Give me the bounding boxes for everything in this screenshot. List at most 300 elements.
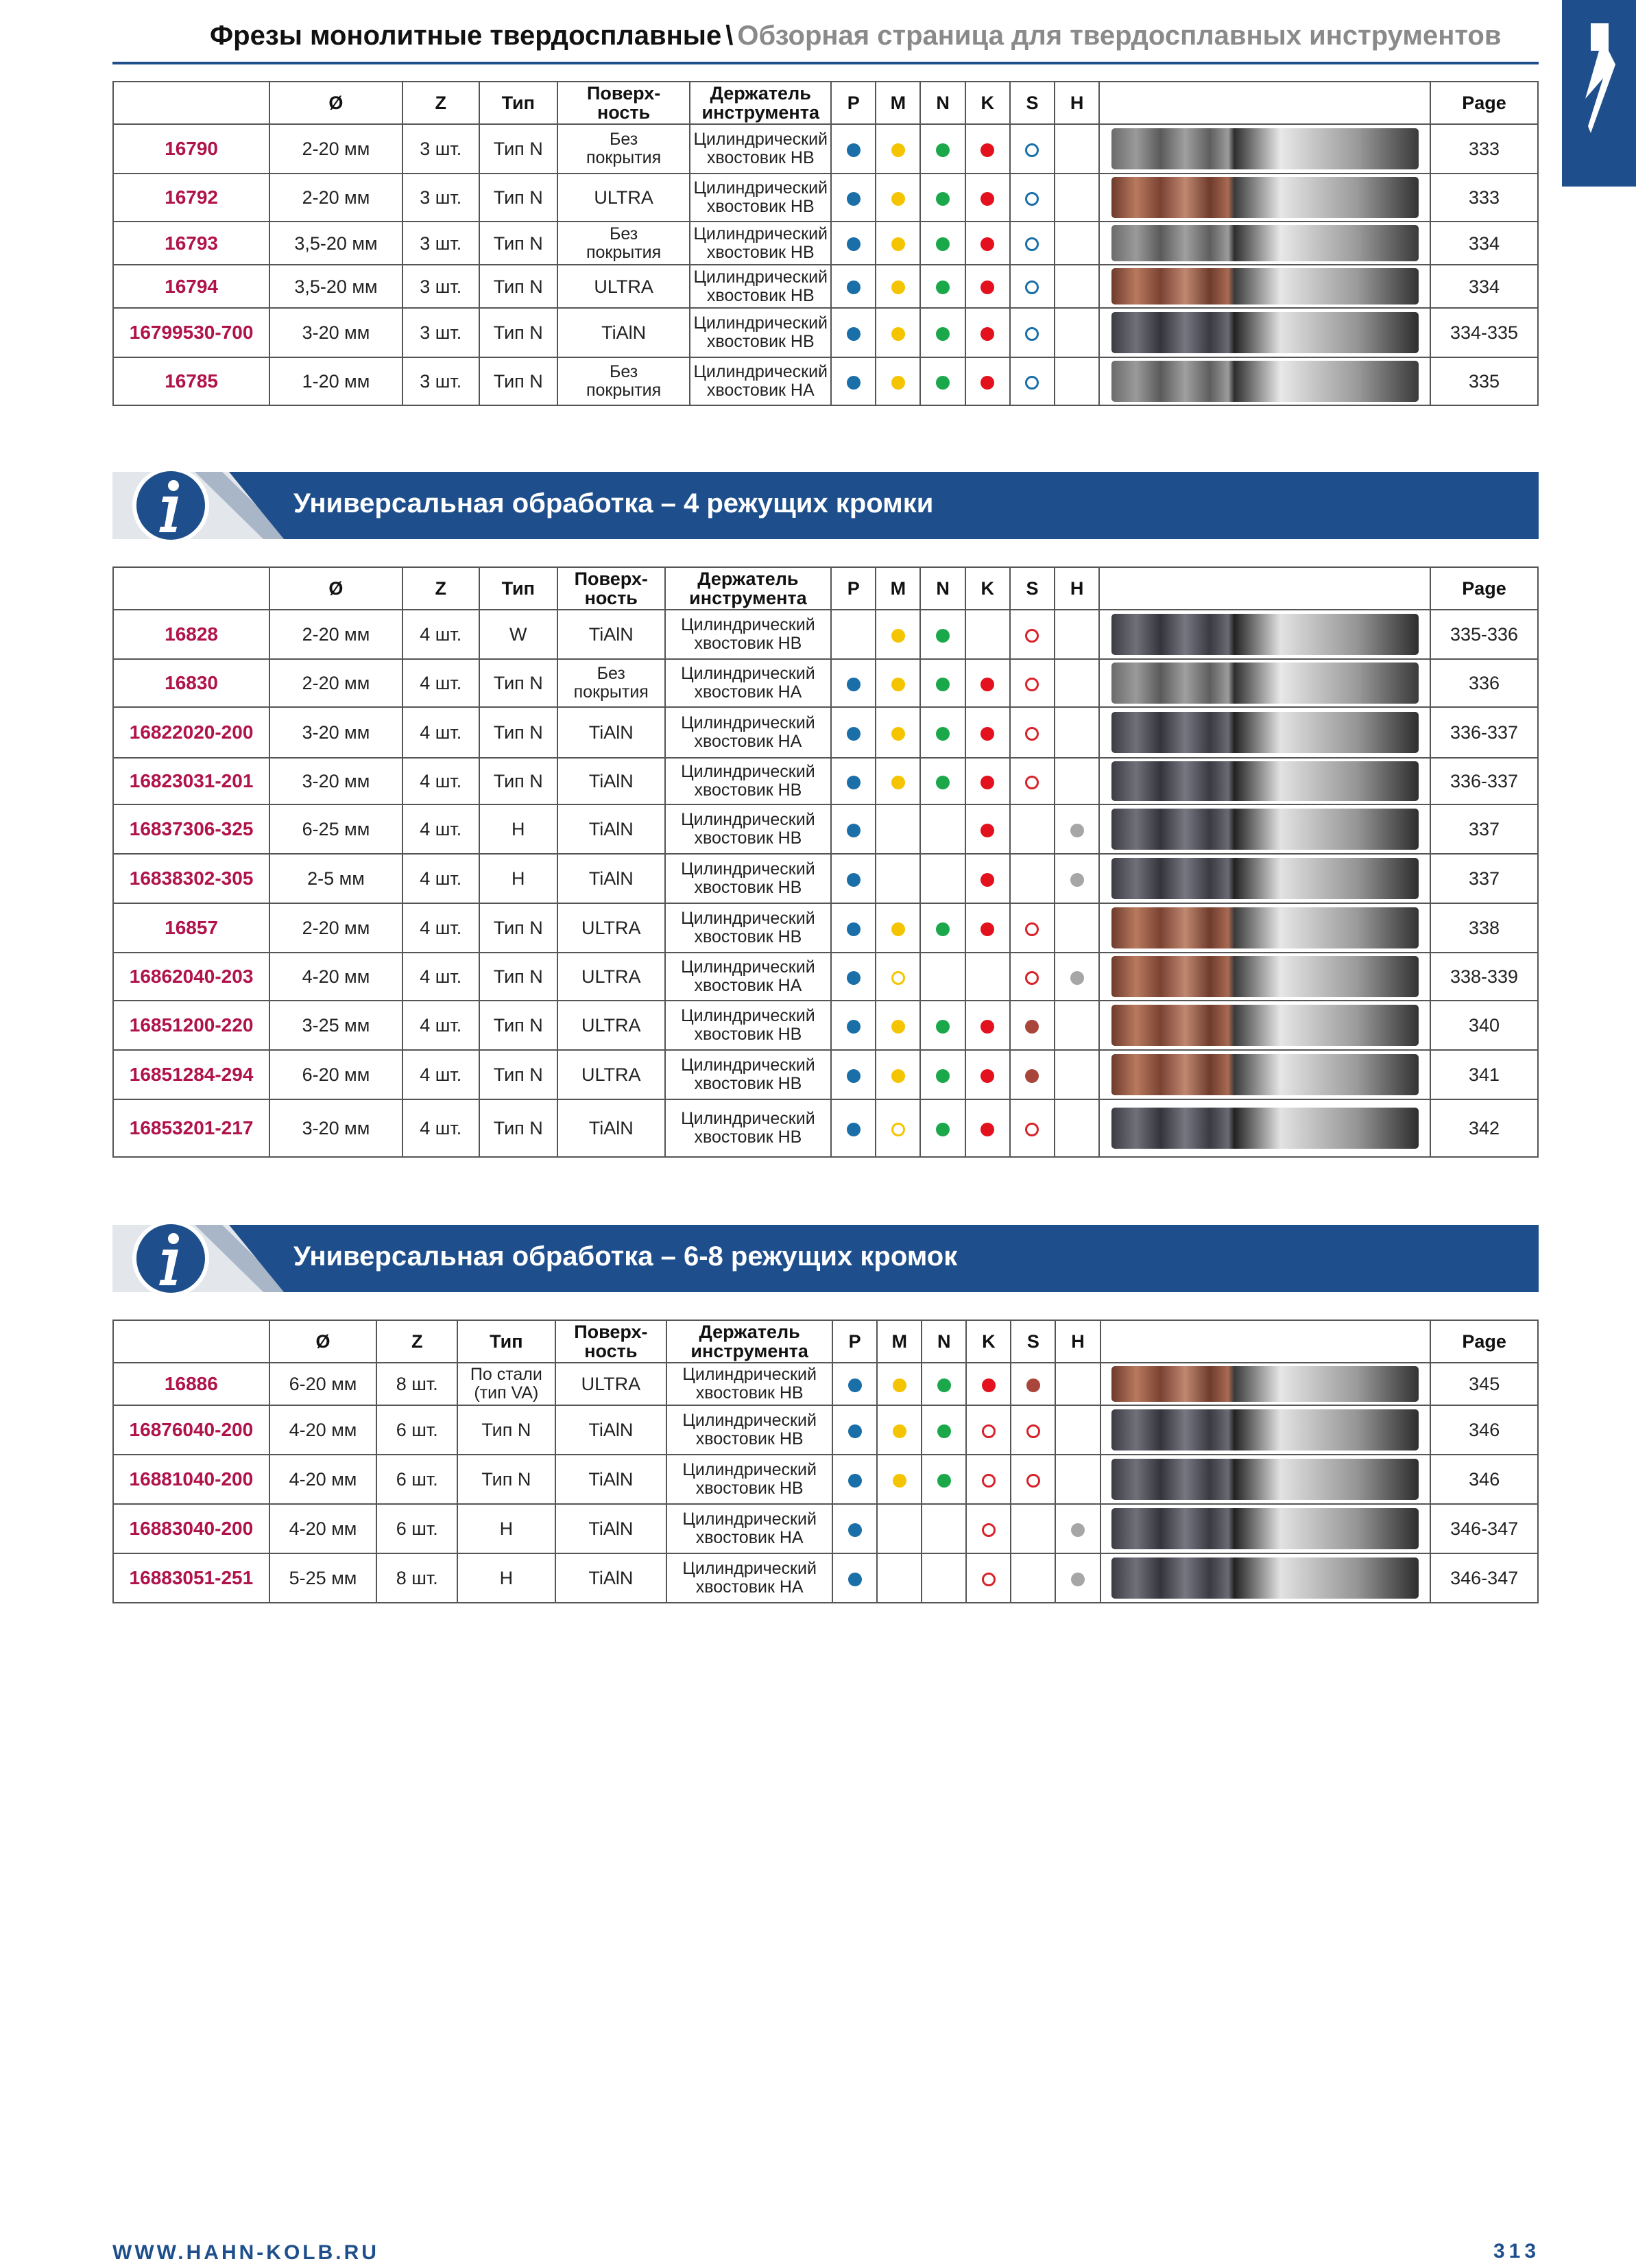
surface-line: ULTRA bbox=[581, 966, 641, 987]
header-z: Z bbox=[402, 82, 479, 124]
suitability-dot-N bbox=[936, 237, 950, 251]
material-N-cell bbox=[920, 659, 965, 707]
holder-line: хвостовик HB bbox=[694, 1127, 802, 1147]
page-ref-link[interactable]: 346-347 bbox=[1430, 1553, 1538, 1603]
flutes-cell: 8 шт. bbox=[376, 1553, 457, 1603]
holder-cell bbox=[665, 804, 831, 854]
table-row[interactable] bbox=[113, 903, 1538, 953]
article-code-link[interactable]: 16851200-220 bbox=[113, 1001, 269, 1050]
article-code-link[interactable]: 16883051-251 bbox=[113, 1553, 269, 1603]
header-surface bbox=[557, 567, 665, 610]
holder-line: хвостовик HB bbox=[706, 197, 815, 216]
type-line: Тип N bbox=[481, 1469, 531, 1490]
material-K-cell bbox=[965, 953, 1010, 1001]
material-S-cell bbox=[1010, 903, 1055, 953]
suitability-dot-N bbox=[936, 192, 950, 206]
page-ref-link[interactable]: 341 bbox=[1430, 1050, 1538, 1099]
article-code-link[interactable]: 16853201-217 bbox=[113, 1099, 269, 1157]
product-table-4-flutes bbox=[112, 566, 1539, 1158]
page-ref-link[interactable]: 338 bbox=[1430, 903, 1538, 953]
type-line: Тип N bbox=[493, 371, 543, 392]
suitability-dot-N bbox=[936, 1069, 950, 1083]
flutes-cell: 4 шт. bbox=[402, 1099, 479, 1157]
table-row[interactable] bbox=[113, 659, 1538, 707]
info-icon bbox=[130, 1218, 211, 1299]
header-diam: Ø bbox=[269, 82, 402, 124]
diameter-cell: 2-20 мм bbox=[269, 124, 402, 174]
page-ref-link[interactable]: 335-336 bbox=[1430, 610, 1538, 659]
suitability-dot-K bbox=[981, 143, 994, 157]
page-ref-link[interactable]: 333 bbox=[1430, 124, 1538, 174]
page-ref-link[interactable]: 338-339 bbox=[1430, 953, 1538, 1001]
suitability-dot-H bbox=[1071, 1523, 1085, 1537]
holder-line: Цилиндрический bbox=[693, 362, 828, 381]
diameter-cell: 3,5-20 мм bbox=[269, 222, 402, 265]
holder-line: Цилиндрический bbox=[693, 224, 828, 243]
material-K-cell bbox=[966, 1363, 1011, 1405]
article-code-link[interactable]: 16830 bbox=[113, 659, 269, 707]
header-type: Тип bbox=[479, 82, 557, 124]
flutes-cell: 4 шт. bbox=[402, 659, 479, 707]
table-row[interactable] bbox=[113, 953, 1538, 1001]
holder-line: хвостовик HB bbox=[694, 1025, 802, 1044]
header-diam: Ø bbox=[269, 567, 402, 610]
material-P-cell bbox=[831, 610, 876, 659]
table-row[interactable] bbox=[113, 357, 1538, 405]
suitability-dot-P bbox=[847, 727, 861, 741]
material-N-cell bbox=[920, 1050, 965, 1099]
material-N-cell bbox=[920, 953, 965, 1001]
article-code-link[interactable]: 16876040-200 bbox=[113, 1405, 269, 1455]
header-holder-line: инструмента bbox=[701, 102, 819, 123]
suitability-dot-M bbox=[893, 1474, 906, 1488]
table-row[interactable] bbox=[113, 1455, 1538, 1504]
table-row[interactable] bbox=[113, 707, 1538, 758]
holder-cell bbox=[665, 1099, 831, 1157]
material-S-cell bbox=[1011, 1363, 1055, 1405]
footer-url[interactable]: WWW.HAHN-KOLB.RU bbox=[112, 2241, 379, 2264]
material-M-cell bbox=[876, 308, 920, 357]
table-row[interactable] bbox=[113, 174, 1538, 222]
holder-cell bbox=[666, 1455, 832, 1504]
suitability-dot-K bbox=[981, 1123, 994, 1136]
material-S-cell bbox=[1010, 222, 1055, 265]
material-N-cell bbox=[920, 265, 965, 308]
holder-line: Цилиндрический bbox=[681, 713, 815, 732]
tool-image-cell bbox=[1099, 804, 1430, 854]
material-M-cell bbox=[876, 357, 920, 405]
page-ref-link[interactable]: 336-337 bbox=[1430, 707, 1538, 758]
holder-line: Цилиндрический bbox=[681, 957, 815, 977]
end-mill-image bbox=[1111, 177, 1419, 218]
material-H-cell bbox=[1055, 1099, 1099, 1157]
header-material-S: S bbox=[1010, 567, 1055, 610]
material-S-cell bbox=[1011, 1504, 1055, 1553]
header-code bbox=[113, 82, 269, 124]
material-K-cell bbox=[965, 903, 1010, 953]
page-ref-link[interactable]: 336-337 bbox=[1430, 758, 1538, 804]
flutes-cell: 4 шт. bbox=[402, 610, 479, 659]
material-M-cell bbox=[877, 1455, 922, 1504]
surface-cell bbox=[555, 1363, 667, 1405]
tool-image-cell bbox=[1100, 1504, 1431, 1553]
end-mill-image bbox=[1111, 1409, 1419, 1451]
header-type: Тип bbox=[457, 1320, 555, 1363]
page-header bbox=[112, 14, 1539, 63]
holder-cell bbox=[665, 707, 831, 758]
tool-image-cell bbox=[1099, 357, 1430, 405]
holder-line: Цилиндрический bbox=[682, 1460, 817, 1479]
surface-cell bbox=[557, 903, 665, 953]
suitability-dot-M bbox=[893, 1424, 906, 1438]
end-mill-image bbox=[1111, 1508, 1419, 1549]
suitability-dot-M bbox=[891, 237, 905, 251]
page-ref-link[interactable]: 336 bbox=[1430, 659, 1538, 707]
header-surface-line: ность bbox=[584, 1341, 638, 1361]
material-N-cell bbox=[920, 1001, 965, 1050]
suitability-dot-P bbox=[847, 922, 861, 936]
page-ref-link[interactable]: 334 bbox=[1430, 265, 1538, 308]
material-S-cell bbox=[1011, 1553, 1055, 1603]
header-surface bbox=[555, 1320, 667, 1363]
page-ref-link[interactable]: 345 bbox=[1430, 1363, 1538, 1405]
material-H-cell bbox=[1055, 610, 1099, 659]
material-M-cell bbox=[876, 610, 920, 659]
holder-line: Цилиндрический bbox=[693, 130, 828, 149]
holder-line: Цилиндрический bbox=[681, 615, 815, 634]
header-material-K: K bbox=[965, 82, 1010, 124]
page-ref-link[interactable]: 334-335 bbox=[1430, 308, 1538, 357]
suitability-dot-K bbox=[982, 1474, 996, 1488]
suitability-dot-S bbox=[1025, 280, 1039, 294]
type-line: Тип N bbox=[493, 722, 543, 743]
material-K-cell bbox=[965, 854, 1010, 903]
holder-cell bbox=[665, 903, 831, 953]
type-cell bbox=[479, 953, 557, 1001]
surface-line: Без bbox=[609, 224, 638, 243]
diameter-cell: 3-20 мм bbox=[269, 707, 402, 758]
holder-line: Цилиндрический bbox=[681, 1109, 815, 1128]
article-code-link[interactable]: 16792 bbox=[113, 174, 269, 222]
article-code-link[interactable]: 16837306-325 bbox=[113, 804, 269, 854]
chapter-tab bbox=[1562, 0, 1636, 187]
material-M-cell bbox=[876, 707, 920, 758]
header-material-N: N bbox=[920, 82, 965, 124]
holder-line: Цилиндрический bbox=[682, 1411, 817, 1430]
surface-cell bbox=[557, 758, 665, 804]
title-separator: \ bbox=[725, 21, 734, 51]
material-S-cell bbox=[1010, 707, 1055, 758]
table-row[interactable] bbox=[113, 1099, 1538, 1157]
suitability-dot-M bbox=[891, 629, 905, 643]
tool-image-cell bbox=[1099, 854, 1430, 903]
header-holder bbox=[666, 1320, 832, 1363]
suitability-dot-N bbox=[936, 280, 950, 294]
holder-cell bbox=[666, 1504, 832, 1553]
holder-line: хвостовик HB bbox=[695, 1429, 804, 1448]
type-cell bbox=[457, 1504, 555, 1553]
end-mill-image bbox=[1111, 907, 1419, 948]
type-cell bbox=[479, 659, 557, 707]
table-row[interactable] bbox=[113, 1050, 1538, 1099]
surface-line: Без bbox=[609, 362, 638, 381]
diameter-cell: 1-20 мм bbox=[269, 357, 402, 405]
surface-cell bbox=[557, 659, 665, 707]
suitability-dot-P bbox=[847, 1020, 861, 1034]
material-K-cell bbox=[965, 357, 1010, 405]
material-K-cell bbox=[965, 610, 1010, 659]
holder-line: Цилиндрический bbox=[682, 1559, 817, 1578]
material-P-cell bbox=[831, 357, 876, 405]
end-mill-image bbox=[1111, 1054, 1419, 1095]
material-K-cell bbox=[966, 1504, 1011, 1553]
page-ref-link[interactable]: 346 bbox=[1430, 1455, 1538, 1504]
material-N-cell bbox=[922, 1363, 966, 1405]
material-P-cell bbox=[831, 222, 876, 265]
material-H-cell bbox=[1055, 1504, 1100, 1553]
page-ref-link[interactable]: 337 bbox=[1430, 854, 1538, 903]
material-S-cell bbox=[1010, 854, 1055, 903]
table-row[interactable] bbox=[113, 265, 1538, 308]
article-code-link[interactable]: 16794 bbox=[113, 265, 269, 308]
page-title bbox=[210, 21, 1501, 51]
page-ref-link[interactable]: 346 bbox=[1430, 1405, 1538, 1455]
surface-cell bbox=[557, 804, 665, 854]
header-code bbox=[113, 567, 269, 610]
material-S-cell bbox=[1010, 1050, 1055, 1099]
article-code-link[interactable]: 16823031-201 bbox=[113, 758, 269, 804]
type-cell bbox=[479, 758, 557, 804]
suitability-dot-K bbox=[981, 1069, 994, 1083]
material-H-cell bbox=[1055, 659, 1099, 707]
type-cell bbox=[479, 308, 557, 357]
material-S-cell bbox=[1010, 953, 1055, 1001]
material-H-cell bbox=[1055, 804, 1099, 854]
article-code-link[interactable]: 16799530-700 bbox=[113, 308, 269, 357]
table-row[interactable] bbox=[113, 1553, 1538, 1603]
table-row[interactable] bbox=[113, 1405, 1538, 1455]
material-K-cell bbox=[966, 1405, 1011, 1455]
suitability-dot-M bbox=[891, 922, 905, 936]
header-material-M: M bbox=[877, 1320, 922, 1363]
page-ref-link[interactable]: 335 bbox=[1430, 357, 1538, 405]
header-image bbox=[1100, 1320, 1431, 1363]
suitability-dot-P bbox=[847, 873, 861, 887]
suitability-dot-P bbox=[848, 1523, 862, 1537]
table-row[interactable] bbox=[113, 610, 1538, 659]
diameter-cell: 4-20 мм bbox=[269, 953, 402, 1001]
table-row[interactable] bbox=[113, 854, 1538, 903]
suitability-dot-M bbox=[891, 192, 905, 206]
type-line: Тип N bbox=[493, 673, 543, 693]
header-material-P: P bbox=[831, 82, 876, 124]
surface-cell bbox=[557, 308, 690, 357]
holder-line: хвостовик HB bbox=[706, 285, 815, 305]
type-line: Тип N bbox=[493, 1118, 543, 1138]
end-mill-image bbox=[1111, 1108, 1419, 1149]
suitability-dot-M bbox=[891, 1020, 905, 1034]
material-K-cell bbox=[965, 707, 1010, 758]
table-row[interactable] bbox=[113, 758, 1538, 804]
article-code-link[interactable]: 16785 bbox=[113, 357, 269, 405]
article-code-link[interactable]: 16851284-294 bbox=[113, 1050, 269, 1099]
title-sub: Обзорная страница для твердосплавных инструментов bbox=[737, 21, 1502, 51]
suitability-dot-P bbox=[847, 192, 861, 206]
diameter-cell: 2-20 мм bbox=[269, 174, 402, 222]
surface-line: ULTRA bbox=[581, 918, 641, 938]
holder-line: Цилиндрический bbox=[681, 664, 815, 683]
surface-line: TiAlN bbox=[588, 1118, 634, 1138]
table-row[interactable] bbox=[113, 804, 1538, 854]
type-line: По стали bbox=[470, 1365, 542, 1384]
suitability-dot-H bbox=[1070, 971, 1084, 985]
material-H-cell bbox=[1055, 357, 1099, 405]
material-M-cell bbox=[876, 265, 920, 308]
table-row[interactable] bbox=[113, 308, 1538, 357]
header-material-S: S bbox=[1011, 1320, 1055, 1363]
suitability-dot-N bbox=[936, 376, 950, 390]
info-icon bbox=[130, 465, 211, 546]
end-mill-image bbox=[1111, 712, 1419, 753]
material-K-cell bbox=[965, 222, 1010, 265]
holder-line: хвостовик HB bbox=[694, 634, 802, 653]
material-N-cell bbox=[920, 174, 965, 222]
article-code-link[interactable]: 16828 bbox=[113, 610, 269, 659]
page-ref-link[interactable]: 346-347 bbox=[1430, 1504, 1538, 1553]
header-surface-line: ность bbox=[584, 588, 638, 608]
type-line: (тип VA) bbox=[474, 1383, 539, 1402]
material-N-cell bbox=[922, 1504, 966, 1553]
surface-cell bbox=[555, 1553, 667, 1603]
end-mill-image bbox=[1111, 956, 1419, 997]
suitability-dot-K bbox=[982, 1573, 996, 1586]
article-code-link[interactable]: 16793 bbox=[113, 222, 269, 265]
header-material-H: H bbox=[1055, 567, 1099, 610]
material-S-cell bbox=[1010, 659, 1055, 707]
end-mill-image bbox=[1111, 361, 1419, 402]
end-mill-image bbox=[1111, 663, 1419, 704]
tool-image-cell bbox=[1099, 124, 1430, 174]
end-mill-image bbox=[1111, 761, 1419, 801]
article-code-link[interactable]: 16838302-305 bbox=[113, 854, 269, 903]
header-diam: Ø bbox=[269, 1320, 377, 1363]
material-P-cell bbox=[831, 659, 876, 707]
surface-line: покрытия bbox=[586, 381, 662, 400]
article-code-link[interactable]: 16883040-200 bbox=[113, 1504, 269, 1553]
material-H-cell bbox=[1055, 1363, 1100, 1405]
holder-cell bbox=[690, 124, 831, 174]
holder-line: Цилиндрический bbox=[693, 313, 828, 333]
article-code-link[interactable]: 16857 bbox=[113, 903, 269, 953]
surface-cell bbox=[557, 610, 665, 659]
holder-line: Цилиндрический bbox=[681, 1055, 815, 1075]
type-line: H bbox=[512, 819, 525, 839]
header-material-M: M bbox=[876, 567, 920, 610]
surface-line: Без bbox=[597, 664, 625, 683]
suitability-dot-N bbox=[936, 629, 950, 643]
holder-line: хвостовик HB bbox=[694, 780, 802, 800]
header-z: Z bbox=[376, 1320, 457, 1363]
header-holder-line: инструмента bbox=[690, 1341, 808, 1361]
suitability-dot-S bbox=[1025, 971, 1039, 985]
header-material-H: H bbox=[1055, 1320, 1100, 1363]
type-cell bbox=[479, 1001, 557, 1050]
surface-line: TiAlN bbox=[601, 322, 647, 343]
table-row[interactable] bbox=[113, 124, 1538, 174]
diameter-cell: 6-25 мм bbox=[269, 804, 402, 854]
suitability-dot-P bbox=[847, 143, 861, 157]
article-code-link[interactable]: 16886 bbox=[113, 1363, 269, 1405]
suitability-dot-P bbox=[847, 776, 861, 789]
page-ref-link[interactable]: 342 bbox=[1430, 1099, 1538, 1157]
holder-line: Цилиндрический bbox=[681, 859, 815, 879]
header-holder-line: инструмента bbox=[689, 588, 807, 608]
suitability-dot-P bbox=[847, 237, 861, 251]
surface-cell bbox=[557, 854, 665, 903]
suitability-dot-K bbox=[981, 873, 994, 887]
article-code-link[interactable]: 16881040-200 bbox=[113, 1455, 269, 1504]
page-ref-link[interactable]: 333 bbox=[1430, 174, 1538, 222]
flutes-cell: 4 шт. bbox=[402, 903, 479, 953]
material-P-cell bbox=[831, 953, 876, 1001]
suitability-dot-K bbox=[981, 280, 994, 294]
end-mill-image bbox=[1111, 809, 1419, 850]
material-N-cell bbox=[920, 707, 965, 758]
holder-line: хвостовик HB bbox=[694, 927, 802, 946]
table-row[interactable] bbox=[113, 1001, 1538, 1050]
material-S-cell bbox=[1010, 758, 1055, 804]
suitability-dot-M bbox=[891, 1123, 905, 1136]
suitability-dot-K bbox=[981, 727, 994, 741]
material-N-cell bbox=[920, 804, 965, 854]
material-M-cell bbox=[876, 124, 920, 174]
material-M-cell bbox=[876, 174, 920, 222]
page-ref-link[interactable]: 334 bbox=[1430, 222, 1538, 265]
holder-line: хвостовик HB bbox=[706, 148, 815, 167]
holder-cell bbox=[665, 953, 831, 1001]
material-H-cell bbox=[1055, 124, 1099, 174]
diameter-cell: 2-20 мм bbox=[269, 610, 402, 659]
article-code-link[interactable]: 16790 bbox=[113, 124, 269, 174]
material-P-cell bbox=[832, 1553, 877, 1603]
header-surface-line: Поверх- bbox=[574, 1322, 648, 1342]
article-code-link[interactable]: 16862040-203 bbox=[113, 953, 269, 1001]
material-K-cell bbox=[965, 659, 1010, 707]
surface-line: ULTRA bbox=[581, 1374, 641, 1394]
table-row[interactable] bbox=[113, 1363, 1538, 1405]
holder-line: хвостовик HA bbox=[695, 1577, 804, 1597]
material-S-cell bbox=[1010, 265, 1055, 308]
material-H-cell bbox=[1055, 1050, 1099, 1099]
material-S-cell bbox=[1010, 610, 1055, 659]
suitability-dot-S bbox=[1025, 678, 1039, 691]
table-row[interactable] bbox=[113, 222, 1538, 265]
suitability-dot-K bbox=[981, 922, 994, 936]
diameter-cell: 2-20 мм bbox=[269, 903, 402, 953]
material-N-cell bbox=[920, 758, 965, 804]
table-row[interactable] bbox=[113, 1504, 1538, 1553]
suitability-dot-K bbox=[982, 1378, 996, 1392]
header-page: Page bbox=[1430, 1320, 1538, 1363]
page-ref-link[interactable]: 337 bbox=[1430, 804, 1538, 854]
article-code-link[interactable]: 16822020-200 bbox=[113, 707, 269, 758]
holder-line: хвостовик HB bbox=[695, 1383, 804, 1402]
suitability-dot-K bbox=[981, 776, 994, 789]
type-cell bbox=[457, 1553, 555, 1603]
page-ref-link[interactable]: 340 bbox=[1430, 1001, 1538, 1050]
suitability-dot-M bbox=[891, 327, 905, 341]
suitability-dot-P bbox=[848, 1573, 862, 1586]
